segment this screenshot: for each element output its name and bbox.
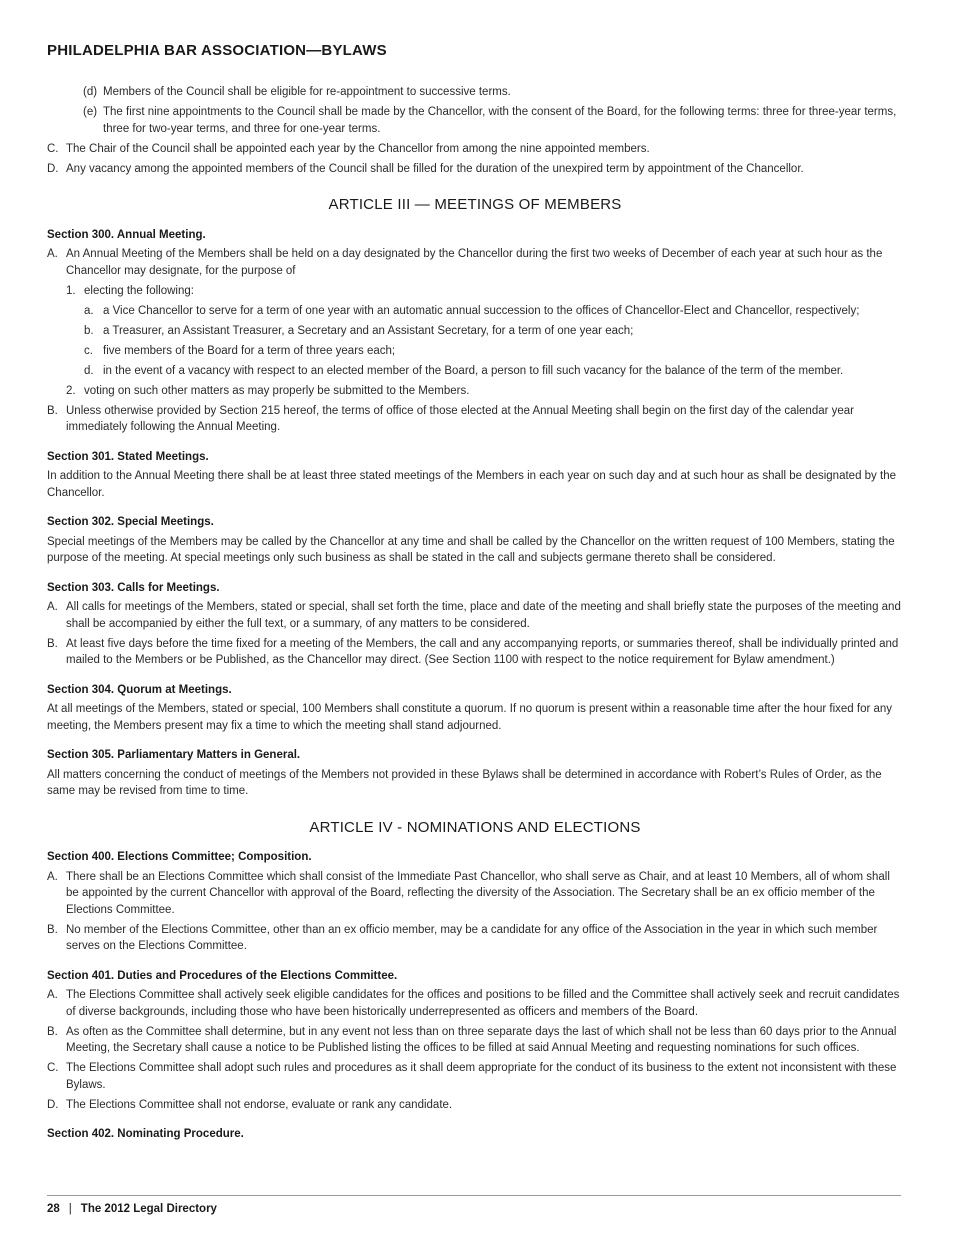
list-marker: (e)	[83, 106, 98, 118]
list-marker: A.	[47, 248, 58, 260]
article-4-title: ARTICLE IV - NOMINATIONS AND ELECTIONS	[309, 818, 641, 836]
list-marker: B.	[47, 404, 58, 417]
section-301-text: In addition to the Annual Meeting there shall be at least three stated meetings of the Members in each year on such day and at such hour as shall be designated by the Chancellor.	[47, 470, 896, 499]
section-305-title: Section 305. Parliamentary Matters in General.	[47, 749, 301, 761]
section-300-item-1c	[47, 343, 903, 360]
list-marker: 1.	[66, 284, 76, 297]
section-304-text: At all meetings of the Members, stated or special, 100 Members shall constitute a quorum. If no quorum is present within a reasonable time after the hour fixed for any meeting, the Members present may fix a time to which the meeting shall stand adjourned.	[47, 703, 893, 732]
list-item-text: a Vice Chancellor to serve for a term of one year with an automatic annual succession to the offices of Chancellor-Elect and Chancellor, respectively;	[103, 304, 860, 317]
list-item-text: in the event of a vacancy with respect to an elected member of the Board, a person to fill such vacancy for the balance of the term of the member.	[103, 364, 844, 377]
list-item-text: Members of the Council shall be eligible for re-appointment to successive terms.	[103, 86, 511, 98]
list-marker: c.	[84, 344, 93, 357]
list-marker: D.	[47, 162, 59, 175]
section-401-title: Section 401. Duties and Procedures of the Elections Committee.	[47, 969, 398, 982]
section-402-title: Section 402. Nominating Procedure.	[47, 1128, 244, 1140]
list-item-text: The Elections Committee shall adopt such rules and procedures as it shall deem appropriate for the conduct of its business to the extent not inconsistent with these Bylaws.	[66, 1062, 897, 1091]
list-marker: B.	[47, 637, 58, 650]
section-300-title: Section 300. Annual Meeting.	[47, 228, 206, 241]
list-item-text: The Chair of the Council shall be appointed each year by the Chancellor from among the nine appointed members.	[66, 142, 650, 155]
section-303-title: Section 303. Calls for Meetings.	[47, 581, 220, 594]
list-item-text: Any vacancy among the appointed members of the Council shall be filled for the duration of the unexpired term by appointment of the Chancellor.	[66, 162, 804, 175]
section-305-text: All matters concerning the conduct of meetings of the Members not provided in these Bylaws shall be determined in accordance with Robert’s Rules of Order, as the same may be revised from time to time.	[47, 768, 882, 797]
section-400-item-b	[47, 922, 903, 955]
list-item-text: All calls for meetings of the Members, stated or special, shall set forth the time, place and date of the meeting and shall briefly state the purposes of the meeting and shall be accompanied by either the full text, or a summary, of any matters to be considered.	[66, 601, 901, 630]
article-3-title: ARTICLE III — MEETINGS OF MEMBERS	[328, 196, 622, 213]
list-marker: B.	[47, 1025, 58, 1038]
page-number: 28	[47, 1203, 60, 1215]
section-401-item-a	[47, 987, 903, 1020]
list-item-text: The first nine appointments to the Council shall be made by the Chancellor, with the consent of the Board, for the following terms: three for three-year terms, three for two-year terms, and three for one-year terms.	[103, 106, 897, 135]
list-marker: C.	[47, 142, 59, 155]
list-item-text: An Annual Meeting of the Members shall be held on a day designated by the Chancellor during the first two weeks of December of each year at such hour as the Chancellor may designate, for the purpose of	[66, 248, 883, 277]
list-marker: A.	[47, 870, 58, 883]
list-item-text: No member of the Elections Committee, other than an ex officio member, may be a candidate for any office of the Association in the year in which such member serves on the Elections Committee.	[66, 923, 878, 952]
section-300-item-1a	[47, 303, 903, 320]
list-item-e	[47, 104, 903, 137]
section-300-item-1b	[47, 323, 903, 340]
list-marker: D.	[47, 1098, 59, 1111]
list-item-text: The Elections Committee shall actively seek eligible candidates for the offices and positions to be filled and the Committee shall actively seek and recruit candidates of diverse backgrounds, including those who have been historically underrepresented as officers and members of the Board.	[66, 989, 900, 1018]
page-footer	[47, 1201, 217, 1218]
section-301-title: Section 301. Stated Meetings.	[47, 450, 209, 463]
section-300-item-2	[47, 383, 903, 400]
list-item-text: The Elections Committee shall not endorse, evaluate or rank any candidate.	[66, 1098, 453, 1111]
footer-separator: |	[68, 1203, 72, 1215]
section-300-item-1d	[47, 363, 903, 380]
list-item-text: As often as the Committee shall determine, but in any event not less than on three separate days the last of which shall not be less than 60 days prior to the Annual Meeting, the Secretary shall cause a notice to be Published listing the offices to be filled at said Annual Meeting and requesting nominations for such offices.	[66, 1025, 897, 1054]
section-303-item-b	[47, 636, 903, 669]
section-303-item-a	[47, 599, 903, 632]
list-marker: b.	[84, 324, 94, 337]
list-marker: C.	[47, 1062, 59, 1074]
list-marker: d.	[84, 364, 94, 377]
section-401-item-c	[47, 1060, 903, 1093]
section-300-item-1	[47, 283, 903, 300]
list-item-text: voting on such other matters as may properly be submitted to the Members.	[84, 384, 470, 397]
section-300-item-a	[47, 246, 903, 279]
list-item-text: At least five days before the time fixed for a meeting of the Members, the call and any accompanying reports, or summaries thereof, shall be individually printed and mailed to the Members or be Published, as the Chancellor may direct. (See Section 1100 with respect to the notice requirement for Bylaw amendment.)	[66, 637, 899, 666]
list-marker: A.	[47, 989, 58, 1001]
section-400-item-a	[47, 869, 903, 919]
list-item-d	[47, 84, 903, 101]
footer-rule	[47, 1195, 901, 1196]
section-302-text: Special meetings of the Members may be called by the Chancellor at any time and shall be called by the Chancellor on the written request of 100 Members, stating the purpose of the meeting. At special meetings only such business as shall be stated in the call and subjects germane thereto shall be considered.	[47, 535, 895, 564]
list-marker: B.	[47, 923, 58, 936]
list-item-text: There shall be an Elections Committee which shall consist of the Immediate Past Chancellor, who shall serve as Chair, and at least 10 Members, all of whom shall be appointed by the current Chancellor with approval of the Board, reflecting the diversity of the Association. The Secretary shall be an ex officio member of the Elections Committee.	[66, 870, 890, 916]
list-item-text: five members of the Board for a term of three years each;	[103, 344, 396, 357]
section-300-item-b	[47, 403, 903, 436]
list-item-text: electing the following:	[84, 284, 194, 297]
running-header: PHILADELPHIA BAR ASSOCIATION—BYLAWS	[47, 42, 387, 59]
section-304-title: Section 304. Quorum at Meetings.	[47, 683, 232, 696]
list-item-d-vacancy	[47, 161, 903, 178]
section-302-title: Section 302. Special Meetings.	[47, 516, 214, 528]
section-400-title: Section 400. Elections Committee; Composition.	[47, 851, 312, 863]
list-item-text: Unless otherwise provided by Section 215 hereof, the terms of office of those elected at the Annual Meeting shall begin on the first day of the calendar year immediately following the Annual Meeting.	[66, 404, 855, 433]
list-item-c	[47, 141, 903, 158]
list-marker: A.	[47, 601, 58, 613]
publication-name: The 2012 Legal Directory	[80, 1203, 217, 1215]
list-item-text: a Treasurer, an Assistant Treasurer, a Secretary and an Assistant Secretary, for a term of one year each;	[103, 324, 634, 337]
list-marker: (d)	[83, 86, 98, 98]
list-marker: a.	[84, 304, 94, 317]
page-content	[47, 84, 903, 1146]
list-marker: 2.	[66, 384, 76, 397]
section-401-item-b	[47, 1024, 903, 1057]
section-401-item-d	[47, 1097, 903, 1114]
